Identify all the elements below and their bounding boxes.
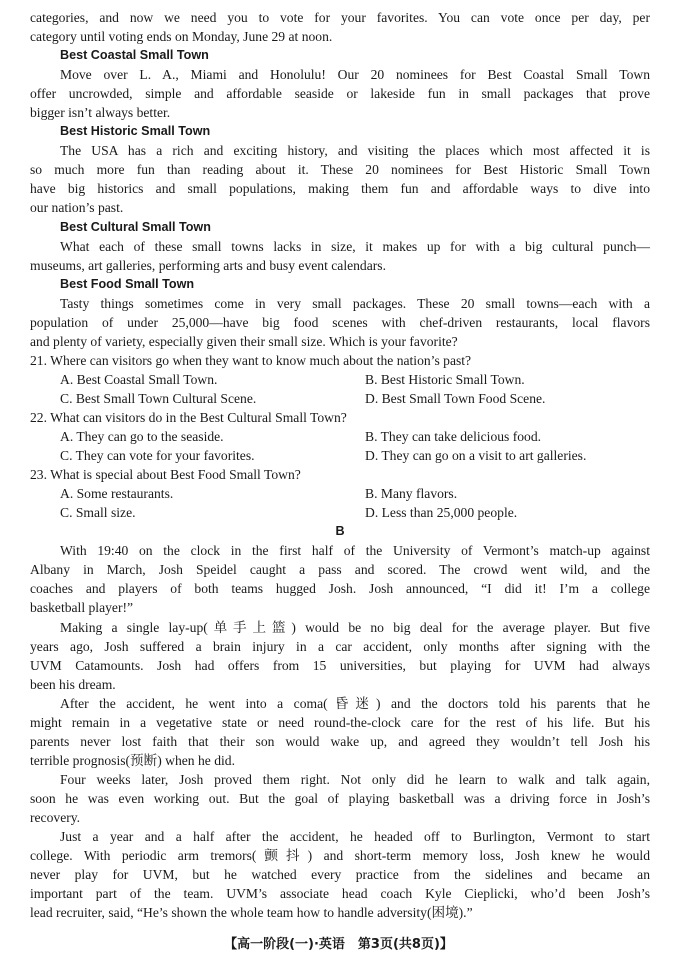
option-d[interactable]: D. Best Small Town Food Scene. (365, 390, 546, 406)
option-a[interactable]: A. They can go to the seaside. (60, 429, 224, 445)
passage-line: The USA has a rich and exciting history, and visiting the places which most affected it is (60, 143, 650, 159)
passage-line: coaches and players of both teams hugged Josh. Josh announced, “I did it! I’m a college (30, 581, 650, 597)
option-c[interactable]: C. They can vote for your favorites. (60, 448, 255, 464)
passage-line: With 19:40 on the clock in the first half of the University of Vermont’s match-up against (60, 543, 650, 559)
category-heading: Best Cultural Small Town (60, 219, 211, 234)
question-stem: 22. What can visitors do in the Best Cultural Small Town? (30, 409, 347, 425)
passage-line: have big historics and small populations, making them fun and affordable ways to dive into (30, 181, 650, 197)
exam-page (30, 8, 650, 922)
passage-line: important part of the team. UVM’s associate head coach Kyle Cieplicki, who’d been Josh’s (30, 886, 650, 902)
option-c[interactable]: C. Best Small Town Cultural Scene. (60, 390, 257, 406)
passage-line: After the accident, he went into a coma(昏迷) and the doctors told his parents that he (60, 695, 650, 711)
option-b[interactable]: B. Best Historic Small Town. (365, 371, 525, 387)
option-row (30, 370, 650, 389)
passage-line: UVM Catamounts. Josh had offers from 15 universities, but playing for UVM had always (30, 657, 650, 673)
option-c[interactable]: C. Small size. (60, 505, 136, 521)
passage-line: population of under 25,000—have big food scenes with chef-driven restaurants, local flavors (30, 314, 650, 330)
passage-line: Move over L. A., Miami and Honolulu! Our 20 nominees for Best Coastal Small Town (60, 67, 650, 83)
option-a[interactable]: A. Best Coastal Small Town. (60, 371, 218, 387)
page-footer: 【高一阶段(一)·英语 第3页(共8页)】 (224, 937, 453, 952)
option-row (30, 427, 650, 446)
passage-line: bigger isn’t always better. (30, 105, 171, 121)
option-d[interactable]: D. They can go on a visit to art galleries. (365, 448, 587, 464)
passage-line: offer uncrowded, simple and affordable seaside or lakeside fun in small packages that prove (30, 86, 650, 102)
passage-line: museums, art galleries, performing arts and busy event calendars. (30, 257, 386, 273)
passage-line: years ago, Josh suffered a brain injury in a car accident, only months after signing with the (30, 638, 650, 654)
passage-line: been his dream. (30, 676, 116, 692)
passage-line: category until voting ends on Monday, June 29 at noon. (30, 29, 333, 45)
section-label: B (335, 524, 345, 539)
passage-line: Tasty things sometimes come in very small packages. These 20 small towns—each with a (60, 295, 650, 311)
passage-line: lead recruiter, said, “He’s shown the whole team how to handle adversity(困境).” (30, 905, 473, 921)
passage-line: Four weeks later, Josh proved them right. Not only did he learn to walk and talk again, (60, 771, 650, 787)
passage-line: never play for UVM, but he watched every practice from the sidelines and became an (30, 867, 650, 883)
passage-line: Making a single lay-up(单手上篮) would be no big deal for the average player. But five (60, 619, 650, 635)
option-d[interactable]: D. Less than 25,000 people. (365, 505, 518, 521)
category-heading: Best Food Small Town (60, 276, 195, 291)
passage-line: parents never lost faith that their son would wake up, and agreed they wouldn’t tell Josh his (30, 733, 650, 749)
passage-line: basketball player!” (30, 600, 134, 616)
passage-line: so much more fun than reading about it. These 20 nominees for Best Historic Small Town (30, 162, 650, 178)
passage-line: Just a year and a half after the accident, he headed off to Burlington, Vermont to start (60, 829, 650, 845)
category-heading: Best Coastal Small Town (60, 48, 209, 63)
passage-line: Albany in March, Josh Speidel caught a pass and scored. The crowd went wild, and the (30, 562, 650, 578)
passage-line: soon he was even working out. But the goal of playing basketball was a driving force in Josh’s (30, 790, 650, 806)
passage-line: and plenty of variety, especially given their small size. Which is your favorite? (30, 333, 458, 349)
passage-line: college. With periodic arm tremors(颤抖) and short-term memory loss, Josh knew he would (30, 848, 650, 864)
category-heading: Best Historic Small Town (60, 124, 211, 139)
question-stem: 23. What is special about Best Food Small Town? (30, 467, 301, 483)
passage-line: terrible prognosis(预断) when he did. (30, 752, 235, 768)
passage-line: categories, and now we need you to vote for your favorites. You can vote once per day, per (30, 10, 650, 25)
option-a[interactable]: A. Some restaurants. (60, 486, 174, 502)
passage-line: might remain in a vegetative state or need round-the-clock care for the rest of his life. But his (30, 714, 650, 730)
option-row (30, 503, 650, 522)
option-b[interactable]: B. They can take delicious food. (365, 429, 542, 445)
option-b[interactable]: B. Many flavors. (365, 486, 458, 502)
passage-line: recovery. (30, 809, 81, 825)
question-stem: 21. Where can visitors go when they want to know much about the nation’s past? (30, 352, 472, 368)
passage-line: our nation’s past. (30, 200, 124, 216)
passage-line: What each of these small towns lacks in size, it makes up for with a big cultural punch— (60, 238, 650, 254)
option-row (30, 446, 650, 465)
option-row (30, 484, 650, 503)
option-row (30, 389, 650, 408)
